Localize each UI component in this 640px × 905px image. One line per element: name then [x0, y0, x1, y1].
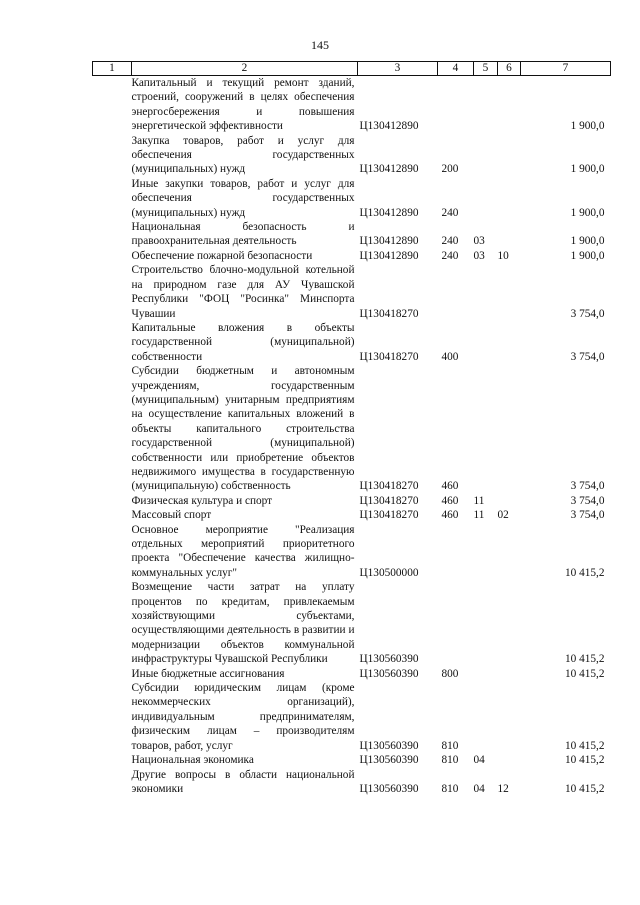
expense-type-code: 810 — [441, 754, 459, 767]
blank-cell — [93, 768, 132, 797]
table-row — [93, 494, 611, 508]
item-name: Субсидии юридическим лицам (кроме некоммерческих организаций), индивидуальным предпринимателям, физическим лицам – производителям товаров, работ, услуг — [131, 682, 355, 752]
table-row — [93, 177, 611, 220]
expense-type-code: 800 — [441, 667, 459, 680]
target-article-code: Ц130418270 — [359, 350, 419, 363]
subsection-code — [498, 494, 521, 508]
section-code — [474, 667, 498, 681]
item-name: Иные закупки товаров, работ и услуг для обеспечения государственных (муниципальных) нужд — [131, 177, 355, 219]
item-name: Капитальный и текущий ремонт зданий, строений, сооружений в целях обеспечения энергосбережения и повышения энергетической эффективности — [131, 77, 355, 133]
table-row — [93, 220, 611, 249]
table-row — [93, 508, 611, 522]
amount: 10 415,2 — [564, 653, 605, 666]
subsection-code — [498, 134, 521, 177]
item-name: Национальная экономика — [131, 754, 254, 767]
subsection-code — [498, 681, 521, 753]
amount: 1 900,0 — [570, 163, 605, 176]
target-article-code: Ц130412890 — [359, 206, 419, 219]
amount: 10 415,2 — [564, 566, 605, 579]
item-name: Обеспечение пожарной безопасности — [131, 249, 313, 262]
table-row — [93, 523, 611, 581]
subsection-code — [498, 667, 521, 681]
table-row — [93, 134, 611, 177]
blank-cell — [93, 753, 132, 767]
expense-type-code: 460 — [441, 494, 459, 507]
subsection-code: 12 — [497, 782, 509, 795]
section-code — [474, 263, 498, 321]
amount: 10 415,2 — [564, 754, 605, 767]
subsection-code — [498, 177, 521, 220]
target-article-code: Ц130412890 — [359, 120, 419, 133]
item-name: Другие вопросы в области национальной экономики — [131, 768, 355, 795]
blank-cell — [93, 321, 132, 364]
blank-cell — [93, 76, 132, 134]
subsection-code: 02 — [497, 509, 509, 522]
table-row — [93, 768, 611, 797]
expense-type-code: 200 — [441, 163, 459, 176]
table-row — [93, 753, 611, 767]
item-name: Субсидии бюджетным и автономным учреждениям, государственным (муниципальным) унитарным предприятиям на осуществление капитальных вложений в объекты капитального строительства государственной (муниципальной) собственности или приобретение объектов недвижимого имущества в государственную (муниципальную) собственность — [131, 365, 355, 493]
col-header-3: 3 — [358, 62, 438, 76]
item-name: Закупка товаров, работ и услуг для обеспечения государственных (муниципальных) нужд — [131, 134, 355, 176]
expense-type-code — [438, 580, 474, 666]
table-row — [93, 249, 611, 263]
target-article-code: Ц130560390 — [359, 667, 419, 680]
table-row — [93, 364, 611, 494]
target-article-code: Ц130560390 — [359, 653, 419, 666]
blank-cell — [93, 494, 132, 508]
expense-type-code — [438, 76, 474, 134]
item-name: Основное мероприятие "Реализация отдельных мероприятий приоритетного проекта "Обеспечение качества жилищно-коммунальных услуг" — [131, 523, 355, 579]
section-code — [474, 177, 498, 220]
amount: 1 900,0 — [570, 235, 605, 248]
section-code — [474, 321, 498, 364]
amount: 1 900,0 — [570, 206, 605, 219]
section-code — [474, 681, 498, 753]
item-name: Строительство блочно-модульной котельной на природном газе для АУ Чувашской Республики "ФОЦ "Росинка" Минспорта Чувашии — [131, 264, 355, 320]
col-header-5: 5 — [474, 62, 498, 76]
blank-cell — [93, 508, 132, 522]
section-code: 04 — [473, 754, 485, 767]
target-article-code: Ц130560390 — [359, 782, 419, 795]
expense-type-code — [438, 263, 474, 321]
target-article-code: Ц130560390 — [359, 739, 419, 752]
amount: 10 415,2 — [564, 667, 605, 680]
col-header-4: 4 — [438, 62, 474, 76]
blank-cell — [93, 263, 132, 321]
blank-cell — [93, 134, 132, 177]
section-code — [474, 134, 498, 177]
section-code — [474, 523, 498, 581]
item-name: Возмещение части затрат на уплату процентов по кредитам, привлекаемым хозяйствующими субъектами, осуществляющими деятельность в развитии и модернизации объектов коммунальной инфраструктуры Чувашской Республики — [131, 581, 355, 666]
section-code: 11 — [473, 494, 485, 507]
subsection-code — [498, 76, 521, 134]
col-header-6: 6 — [498, 62, 521, 76]
subsection-code — [498, 263, 521, 321]
target-article-code: Ц130412890 — [359, 235, 419, 248]
table-row — [93, 263, 611, 321]
expense-type-code: 810 — [441, 782, 459, 795]
expense-type-code: 240 — [441, 206, 459, 219]
blank-cell — [93, 364, 132, 494]
amount: 10 415,2 — [564, 782, 605, 795]
header-row — [93, 62, 611, 76]
amount: 3 754,0 — [570, 350, 605, 363]
table-row — [93, 667, 611, 681]
col-header-2: 2 — [132, 62, 358, 76]
item-name: Массовый спорт — [131, 509, 212, 522]
amount: 3 754,0 — [570, 480, 605, 493]
table-row — [93, 580, 611, 666]
target-article-code: Ц130418270 — [359, 509, 419, 522]
table-row — [93, 681, 611, 753]
item-name: Физическая культура и спорт — [131, 494, 273, 507]
expense-type-code: 240 — [441, 249, 459, 262]
col-header-7: 7 — [521, 62, 611, 76]
expense-type-code: 400 — [441, 350, 459, 363]
blank-cell — [93, 667, 132, 681]
amount: 3 754,0 — [570, 494, 605, 507]
subsection-code — [498, 321, 521, 364]
expense-type-code: 460 — [441, 509, 459, 522]
expense-type-code: 460 — [441, 480, 459, 493]
target-article-code: Ц130412890 — [359, 163, 419, 176]
item-name: Иные бюджетные ассигнования — [131, 667, 285, 680]
section-code: 03 — [473, 249, 485, 262]
item-name: Национальная безопасность и правоохранительная деятельность — [131, 221, 355, 248]
target-article-code: Ц130418270 — [359, 307, 419, 320]
section-code: 04 — [473, 782, 485, 795]
item-name: Капитальные вложения в объекты государственной (муниципальной) собственности — [131, 321, 355, 363]
subsection-code: 10 — [497, 249, 509, 262]
budget-table — [92, 61, 611, 796]
target-article-code: Ц130418270 — [359, 480, 419, 493]
blank-cell — [93, 177, 132, 220]
amount: 3 754,0 — [570, 509, 605, 522]
subsection-code — [498, 364, 521, 494]
blank-cell — [93, 249, 132, 263]
amount: 1 900,0 — [570, 249, 605, 262]
blank-cell — [93, 523, 132, 581]
page-number: 145 — [311, 38, 329, 52]
subsection-code — [498, 580, 521, 666]
amount: 3 754,0 — [570, 307, 605, 320]
subsection-code — [498, 753, 521, 767]
expense-type-code: 240 — [441, 235, 459, 248]
amount: 10 415,2 — [564, 739, 605, 752]
table-row — [93, 76, 611, 134]
col-header-1: 1 — [93, 62, 132, 76]
target-article-code: Ц130500000 — [359, 566, 419, 579]
target-article-code: Ц130560390 — [359, 754, 419, 767]
section-code: 03 — [473, 235, 485, 248]
section-code — [474, 580, 498, 666]
target-article-code: Ц130412890 — [359, 249, 419, 262]
subsection-code — [498, 523, 521, 581]
expense-type-code — [438, 523, 474, 581]
section-code: 11 — [473, 509, 485, 522]
table-row — [93, 321, 611, 364]
section-code — [474, 76, 498, 134]
amount: 1 900,0 — [570, 120, 605, 133]
section-code — [474, 364, 498, 494]
blank-cell — [93, 580, 132, 666]
subsection-code — [498, 220, 521, 249]
target-article-code: Ц130418270 — [359, 494, 419, 507]
expense-type-code: 810 — [441, 739, 459, 752]
blank-cell — [93, 681, 132, 753]
blank-cell — [93, 220, 132, 249]
